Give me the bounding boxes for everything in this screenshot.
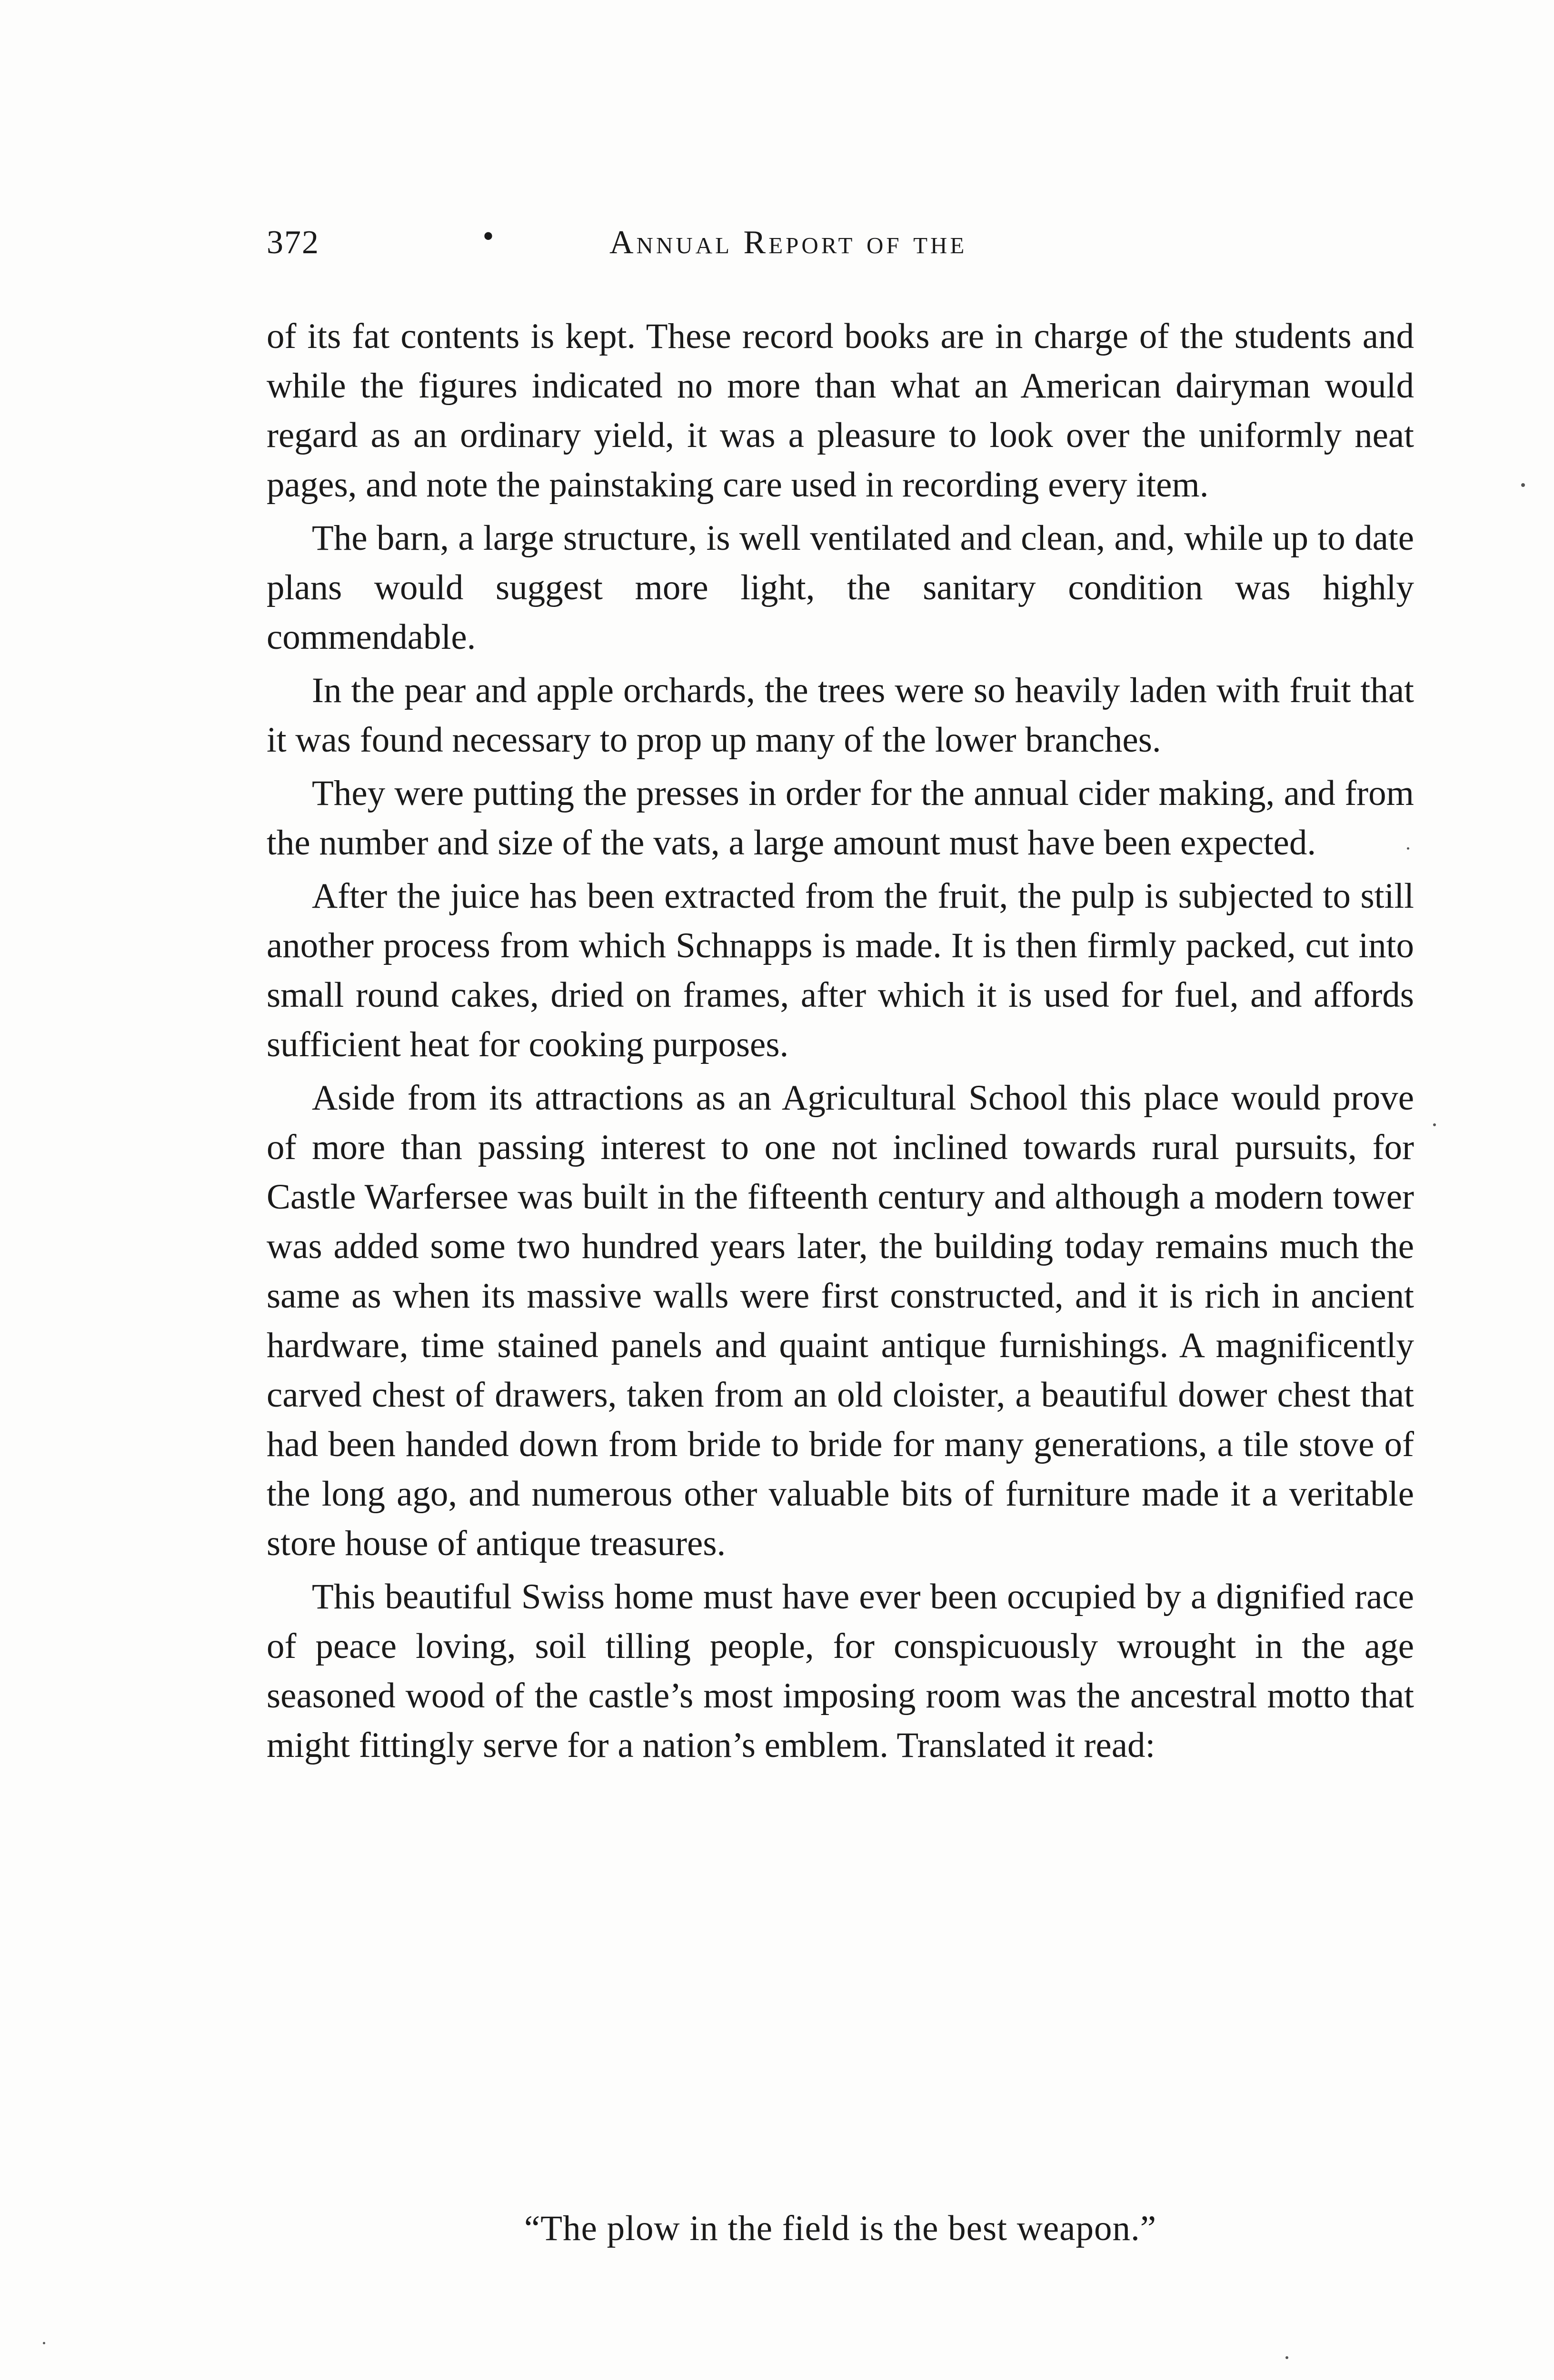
paper-speck (1407, 847, 1409, 850)
paragraph-castle: Aside from its attractions as an Agricultural School this place would prove of more than passing interest to one not inclined towards rural pursuits, for Castle Warfersee was built in the fifteenth century and although a modern tower was added some two hundred years later, the building today remains much the same as when its massive walls were first constructed, and it is rich in ancient hardware, time stained panels and quaint antique furnishings. A magnificently carved chest of drawers, taken from an old cloister, a beautiful dower chest that had been handed down from bride to bride for many generations, a tile stove of the long ago, and numerous other valuable bits of furniture made it a veritable store house of antique treasures. (267, 1078, 1414, 1563)
paragraph-motto-intro: This beautiful Swiss home must have ever been occupied by a dignified race of peace loving, soil tilling people, for conspicuously wrought in the age seasoned wood of the castle’s most imposing room was the ancestral motto that might fittingly serve for a nation’s emblem. Translated it read: (267, 1577, 1414, 1765)
paragraph-schnapps: After the juice has been extracted from the fruit, the pulp is subjected to still another process from which Schnapps is made. It is then firmly packed, cut into small round cakes, dried on frames, after which it is used for fuel, and affords sufficient heat for cooking purposes. (267, 876, 1414, 1064)
paper-speck (1433, 1123, 1436, 1126)
paragraph-barn: The barn, a large structure, is well ventilated and clean, and, while up to date plans would suggest more light, the sanitary condition was highly commendable. (267, 518, 1414, 657)
paragraph-cider: They were putting the presses in order for the annual cider making, and from the number and size of the vats, a large amount must have been expected. (267, 774, 1414, 863)
paper-speck (1521, 483, 1525, 487)
paper-speck (43, 2342, 45, 2344)
paragraph-orchards: In the pear and apple orchards, the trees were so heavily laden with fruit that it was found necessary to prop up many of the lower branches. (267, 671, 1414, 760)
running-head (267, 220, 1414, 276)
page-number: 372 (267, 224, 319, 261)
motto-quote: “The plow in the field is the best weapon.” (524, 2209, 1157, 2248)
paragraph-continued: of its fat contents is kept. These record books are in charge of the students and while the figures indicated no more than what an American dairyman would regard as an ordinary yield, it was a pleasure to look over the uniformly neat pages, and note the painstaking care used in recording every item. (267, 317, 1414, 505)
ink-dot: • (483, 220, 494, 252)
paper-speck (1285, 2356, 1288, 2359)
body-text (267, 312, 1414, 1770)
running-title: Annual Report of the (609, 224, 967, 261)
